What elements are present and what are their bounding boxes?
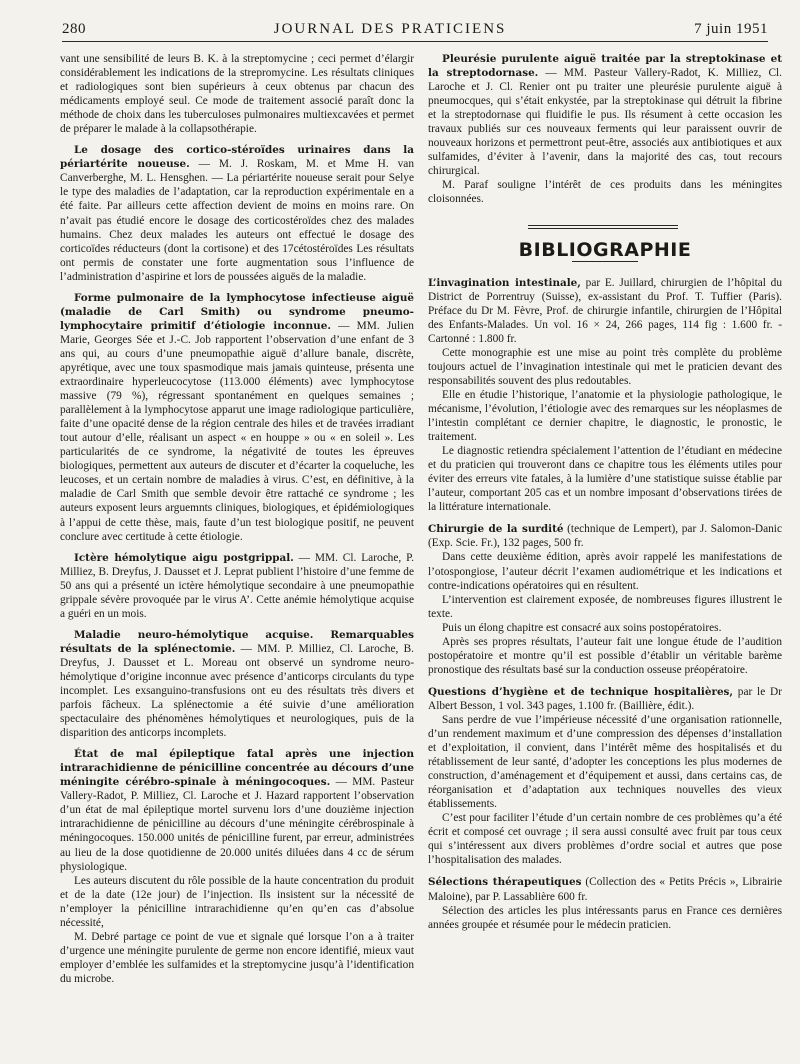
article-ictere xyxy=(60,551,414,621)
article-etat-de-mal xyxy=(60,747,414,873)
article-lymphocytose xyxy=(60,291,414,544)
paragraph: L’intervention est clairement exposée, de nombreuses figures illustrent le texte. xyxy=(428,593,782,620)
article-neuro-hemolytique xyxy=(60,628,414,740)
article-title: Forme pulmonaire de la lymphocytose infectieuse aiguë (maladie de Carl Smith) ou syndrome pneumo-lymphocytaire primitif d’étiologie inconnue. xyxy=(60,291,414,332)
journal-title: JOURNAL DES PRATICIENS xyxy=(273,21,507,37)
right-column xyxy=(428,52,782,932)
bib-entry-selections xyxy=(428,875,782,903)
article-title: Le dosage des cortico-stéroïdes urinaires dans la périartérite noueuse. xyxy=(60,144,414,171)
paragraph: Les auteurs discutent du rôle possible de la haute concentration du produit et de la date (12e jour) de l’injection. Ils insistent sur la nécessité de n’employer la pénicilline intrarachidienne qu’en qu’en cas d’absolue nécessité, xyxy=(60,874,414,929)
bib-entry-hygiene xyxy=(428,685,782,713)
intro-paragraph: vant une sensibilité de leurs B. K. à la streptomycine ; ceci permet d’élargir considérablement les indications de la strepromycine. Les résultats cliniques et radiologiques sont bien supérieurs à ceux obtenus par chacun des médicaments employé seul. Ce mode de traitement associé paraît donc la méthode de choix dans les tuberculoses pulmonaires multiexcavées et permet de préparer le malade à la collapsothérapie. xyxy=(60,53,414,136)
paragraph: C’est pour faciliter l’étude d’un certain nombre de ces problèmes qu’a été écrit et composé cet ouvrage ; il sera aussi consulté avec fruit par tous ceux qui s’intéressent aux divers problèmes d’ordre social et autres que pose l’hospitalisation des malades. xyxy=(428,812,782,867)
paragraph: Cette monographie est une mise au point très complète du problème toujours actuel de l’invagination intestinale qui met le praticien devant des responsabilités souvent des plus redoutables. xyxy=(428,346,782,387)
section-title-underline xyxy=(572,261,638,262)
article-title: Ictère hémolytique aigu postgrippal. xyxy=(74,551,294,564)
paragraph: M. Debré partage ce point de vue et signale qué lorsque l’on a à traiter d’urgence une méningite purulente de germe non encore identifié, mieux vaut employer d’emblée les sulfamides et la streptomycine jusqu’à l’identification du microbe. xyxy=(60,930,414,985)
paragraph: Sans perdre de vue l’impérieuse nécessité d’une organisation rationnelle, d’un rendement maximum et d’une compression des dépenses d’installation et d’exploitation, il convient, dans l’intérêt même des hospitalisés et du rétablissement de leur santé, d’adopter les conceptions les plus modernes de construction, d’aménagement et d’équipement et aussi, dans certains cas, de réorganisation et d’adaptation aux techniques nouvelles des vieux établissements. xyxy=(428,713,782,811)
paragraph: Le diagnostic retiendra spécialement l’attention de l’étudiant en médecine et du praticien qui trouveront dans ce chapitre tous les éléments utiles pour éviter des erreurs vite fatales, à la lumière d’une statistique suisse établie par l’auteur, comportant 205 cas et un nombre imposant d’observations tirées de la littérature internationale. xyxy=(428,445,782,514)
paragraph: Dans cette deuxième édition, après avoir rappelé les manifestations de l’otospongiose, l’auteur décrit l’examen audiométrique et les indications et contre-indications opératoires qui en résultent. xyxy=(428,551,782,592)
paragraph: Elle en étudie l’historique, l’anatomie et la physiologie pathologique, le mécanisme, l’évolution, l’étiologie avec des remarques sur les néoplasmes de l’intestin complétant ce dernier chapitre, le diagnostic, le pronostic, le traitement. xyxy=(428,388,782,444)
paragraph: Sélection des articles les plus intéressants parus en France ces dernières années groupée et résumée pour le médecin praticien. xyxy=(428,904,782,931)
paragraph: M. Paraf souligne l’intérêt de ces produits dans les méningites cloisonnées. xyxy=(428,179,782,206)
bib-title: Questions d’hygiène et de technique hospitalières, xyxy=(428,685,734,698)
bib-details: par le Dr Albert Besson, 1 vol. 343 pages, 1.100 fr. (Baillière, édit.). xyxy=(428,685,782,712)
article-pleuresie xyxy=(428,52,782,178)
article-text: — MM. Pasteur Vallery-Radot, P. Milliez, Cl. Laroche et J. Hazard rapportent l’observation d’un état de mal épileptique mortel survenu lors d’une douzième injection intrarachidienne de pénicilline au décours d’une méningite cérébrospinale à méningocoques. 150.000 unités de pénicilline furent, par erreur, administrées au lieu de la dose quotidienne de 20.000 unités diluées dans 4 cc de sérum physiologique. xyxy=(60,776,414,873)
paragraph: Puis un élong chapitre est consacré aux soins postopératoires. xyxy=(442,621,722,634)
bib-title: Sélections thérapeutiques xyxy=(428,876,582,889)
article-text: — MM. Cl. Laroche, P. Milliez, B. Dreyfus, J. Dausset et J. Leprat publient l’histoire d’une femme de 50 ans qui a présenté un ictère hémolytique secondaire à une pneumopathie grippale sévère provoquée par le virus A’. Cette anémie hémolytique acquise a guéri en un mois. xyxy=(60,551,414,620)
bib-title: L’invagination intestinale, xyxy=(428,276,581,289)
article-cortico-steroides xyxy=(60,143,414,283)
article-text: — MM. P. Milliez, Cl. Laroche, B. Dreyfus, J. Dausset et L. Moreau ont observé un syndrome neuro-hémolytique d’origine inconnue avec présence d’anticorps circulants du type incomplet. Les exsanguino-transfusions ont eu des résultats très divers et parfois fâcheux. La splénectomie a été suivie d’une amélioration spectaculaire des phénomènes hémolytiques et neurologiques, puis de la disparition des anticorps incomplets. xyxy=(60,642,414,740)
bib-entry-surdite xyxy=(428,522,782,550)
page-header xyxy=(62,14,768,42)
article-text: — MM. Julien Marie, Georges Sée et J.-C. Job rapportent l’observation d’une enfant de 3 ans qui, au cours d’une pneumopathie aiguë d’allure banale, discrète, apyrétique, avec une toux spasmodique mais jamais quinteuse, présenta une extraordinaire hyperleucocytose (113.000 éléments) avec lymphocytose massive (79 %), régressant spontanément en quelques semaines ; parallèlement à la lymphocytose apparut une image radiologique particulière, faite d’une opacité dense de la région centrale des hiles et de travées irradiant tout autour d’elle, réalisant un aspect « en houppe » ou « en soleil ». Les particularités de ce syndrome, la négativité de toutes les épreuves biologiques, permettent aux auteurs de discuter et d’écarter la coqueluche, les leucoses, et un certain nombre de maladies à virus. C’est, en définitive, à la maladie de Carl Smith que semble devoir être rattaché ce syndrome ; les auteurs exposent leurs arguemnts cliniques, biologiques, et épidémiologiques à l’appui de cette thèse, mais, faute d’un test biologique positif, ne peuvent conclure avec certitude à cette étiologie. xyxy=(60,319,414,543)
left-column xyxy=(60,52,414,986)
article-title: Maladie neuro-hémolytique acquise. Remarquables résultats de la splénectomie. xyxy=(60,628,414,655)
article-title: Pleurésie purulente aiguë traitée par la streptokinase et la streptodornase. xyxy=(428,53,782,80)
bib-details: (technique de Lempert), par J. Salomon-Danic (Exp. Scie. Fr.), 132 pages, 500 fr. xyxy=(428,523,782,550)
bib-details: par E. Juillard, chirurgien de l’hôpital du District de Porrentruy (Suisse), ex-assistant du Prof. T. Tuffier (Paris). Préface du Dr M. Fèvre, Prof. de chirurgie infantile, chirurgien de l’Hôpital des Enfants-Malades. Un vol. 16 × 24, 266 pages, 114 fig : 1.600 fr. - Cartonné : 1.800 fr. xyxy=(428,276,783,345)
paragraph: Après ses propres résultats, l’auteur fait une longue étude de l’audition postopératoire et montre qu’il est possible d’établir un véritable barème pronostique des résultats basé sur la conduction osseuse préopératoire. xyxy=(428,635,782,676)
bib-entry-invagination xyxy=(428,276,782,346)
page-number: 280 xyxy=(62,21,86,37)
article-text: — MM. Pasteur Vallery-Radot, K. Milliez, Cl. Laroche et J. Cl. Renier ont pu traiter une pleurésie purulente aiguë à pneumocques, qui s’était enkystée, par la streptokinase qui détruit la fibrine et la streptodornase qui fluidifie le pus. Ils résument à cette occasion les travaux publiés sur ces nouveaux ferments qui leur paraissent ouvrir de nouveaux horizons et permettront peut-être, associés aux antibiotiques et aux sulfamides, d’éviter à l’avenir, dans la majorité des cas, tout recours chirurgical. xyxy=(428,67,782,178)
bib-title: Chirurgie de la surdité xyxy=(428,523,564,536)
bib-details: (Collection des « Petits Précis », Librairie Maloine), par P. Lassablière 600 fr. xyxy=(428,876,782,903)
section-divider xyxy=(528,225,678,229)
issue-date: 7 juin 1951 xyxy=(694,21,768,37)
section-title: BIBLIOGRAPHIE xyxy=(518,238,692,261)
article-title: État de mal épileptique fatal après une injection intrarachidienne de pénicilline concentrée au décours d’une méningite cérébro-spinale à méningocoques. xyxy=(60,748,414,789)
article-text: — M. J. Roskam, M. et Mme H. van Canverberghe, M. L. Hensghen. — La périartérite noueuse serait pour Selye le type des maladies de l’adaptation, car la reproduction expérimentale en a été faite. Par ailleurs cette affection devient de moins en moins rare. On n’avait pas étudié encore le dosage des corticostéroïdes chez des malades humains. Chez deux malades les auteurs ont effectué le dosage des corticoïdes réducteurs (dont la cortisone) et des 17cétostéroïdes Les résultats ont permis de constater une forte augmentation sous l’influence de l’administration d’aspirine et lors de poussées aiguës de la maladie. xyxy=(60,158,414,283)
